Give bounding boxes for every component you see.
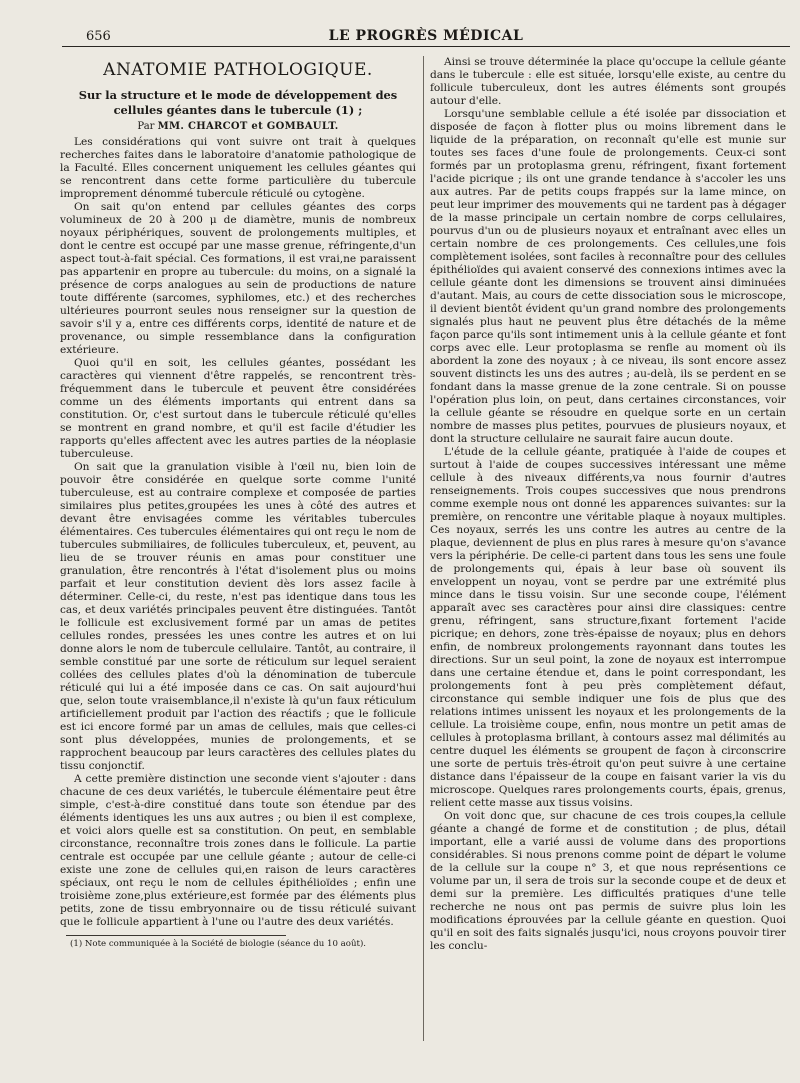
paragraph: On voit donc que, sur chacune de ces trois coupes,la cellule géante a changé de forme et de constitution ; de plus, détail important, elle a varié aussi de volume dans des proportions considérables. Si nous prenons comme point de départ le volume de la cellule sur la coupe n° 3, et que nous représentions ce volume par un, il sera de trois sur la seconde coupe et de deux et demi sur la première. Les difficultés pratiques d'une telle recherche ne nous ont pas permis de suivre plus loin les modifications éprouvées par la cellule géante en question. Quoi qu'il en soit des faits signalés jusqu'ici, nous croyons pouvoir tirer les conclu-: [430, 810, 786, 952]
paragraph: On sait qu'on entend par cellules géantes des corps volumineux de 20 à 200 μ de diamètre, munis de nombreux noyaux périphériques, souvent de prolongements multiples, et dont le centre est occupé par une masse grenue, réfringente,d'un aspect tout-à-fait spécial. Ces formations, il est vrai,ne paraissent pas appartenir en propre au tubercule: du moins, on a signalé la présence de corps analogues au sein de productions de nature toute différente (sarcomes, syphilomes, etc.) et des recherches ultérieures pourront seules nous renseigner sur la question de savoir s'il y a, entre ces différents corps, identité de nature et de provenance, ou simple ressemblance dans la configuration extérieure.: [60, 200, 416, 356]
paragraph: On sait que la granulation visible à l'œil nu, bien loin de pouvoir être considérée en quelque sorte comme l'unité tuberculeuse, est au contraire complexe et composée de parties similaires plus petites,groupées les unes à côté des autres et devant être envisagées comme les véritables tubercules élémentaires. Ces tubercules élémentaires qui ont reçu le nom de tubercules submiliaires, de follicules tuberculeux, et, peuvent, au lieu de se trouver réunis en amas pour constituer une granulation, être rencontrés à l'état d'isolement plus ou moins parfait et leur constitution devient dès lors assez facile à déterminer. Celle-ci, du reste, n'est pas identique dans tous les cas, et deux variétés principales peuvent être distinguées. Tantôt le follicule est exclusivement formé par un amas de petites cellules rondes, pressées les unes contre les autres et on lui donne alors le nom de tubercule cellulaire. Tantôt, au contraire, il semble constitué par une sorte de réticulum sur lequel seraient collées des cellules plates d'où la dénomination de tubercule réticulé qui lui a été imposée dans ce cas. On sait aujourd'hui que, selon toute vraisemblance,il n'existe là qu'un faux réticulum artificiellement produit par l'action des réactifs ; que le follicule est ici encore formé par un amas de cellules, mais que celles-ci sont plus développées, munies de prolongements, et se rapprochent beaucoup par leurs caractères des cellules plates du tissu conjonctif.: [60, 460, 416, 772]
journal-title: LE PROGRÈS MÉDICAL: [328, 28, 524, 44]
paragraph: L'étude de la cellule géante, pratiquée à l'aide de coupes et surtout à l'aide de coupes successives intéressant une même cellule à des niveaux différents,va nous fournir d'autres renseignements. Trois coupes successives que nous prendrons comme exemple nous ont donné les apparences suivantes: sur la première, on rencontre une véritable plaque à noyaux multiples. Ces noyaux, serrés les uns contre les autres au centre de la plaque, deviennent de plus en plus rares à mesure qu'on s'avance vers la périphérie. De celle-ci partent dans tous les sens une foule de prolongements qui, épais à leur base où souvent ils enveloppent un noyau, vont se perdre par une extrémité plus mince dans le tissu voisin. Sur une seconde coupe, l'élément apparaît avec ses caractères pour ainsi dire classiques: centre grenu, réfringent, sans structure,fixant fortement l'acide picrique; en dehors, zone très-épaisse de noyaux; plus en dehors enfin, de nombreux prolongements rayonnant dans toutes les directions. Sur un seul point, la zone de noyaux est interrompue dans une certaine étendue et, dans le point correspondant, les prolongements font à peu près complètement défaut, circonstance qui semble indiquer une fois de plus que des relations intimes unissent les noyaux et les prolongements de la cellule. La troisième coupe, enfin, nous montre un petit amas de cellules à protoplasma brillant, à contours assez mal délimités au centre duquel les éléments se groupent de façon à circonscrire une sorte de pertuis très-étroit qu'on peut suivre à une certaine distance dans l'épaisseur de la coupe en faisant varier la vis du microscope. Quelques rares prolongements courts, épais, grenus, relient cette masse aux tissus voisins.: [430, 446, 786, 809]
paragraph: Ainsi se trouve déterminée la place qu'occupe la cellule géante dans le tubercule : elle est située, lorsqu'elle existe, au centre du follicule tuberculeux, dont les autres éléments sont groupés autour d'elle.: [430, 56, 786, 107]
right-column: [430, 56, 786, 1066]
paragraph: A cette première distinction une seconde vient s'ajouter : dans chacune de ces deux variétés, le tubercule élémentaire peut être simple, c'est-à-dire constitué dans toute son étendue par des éléments identiques les uns aux autres ; ou bien il est complexe, et voici alors quelle est sa constitution. On peut, en semblable circonstance, reconnaître trois zones dans le follicule. La partie centrale est occupée par une cellule géante ; autour de celle-ci existe une zone de cellules qui,en raison de leurs caractères spéciaux, ont reçu le nom de cellules épithélioïdes ; enfin une troisième zone,plus extérieure,est formée par des éléments plus petits, zone de tissu embryonnaire ou de tissu réticulé suivant que le follicule appartient à l'une ou l'autre des deux variétés.: [60, 772, 416, 928]
article-title: Sur la structure et le mode de développement des cellules géantes dans le tubercule (1) ;: [78, 87, 398, 118]
paragraph: Lorsqu'une semblable cellule a été isolée par dissociation et disposée de façon à flotter plus ou moins librement dans le liquide de la préparation, on reconnaît qu'elle est munie sur toutes ses faces d'une foule de prolongements. Ceux-ci sont formés par un protoplasma grenu, réfringent, fixant fortement l'acide picrique ; ils ont une grande tendance à s'accoler les uns aux autres. Par de petits coups frappés sur la lame mince, on peut leur imprimer des mouvements qui ne tardent pas à dégager de la masse principale un certain nombre de corps cellulaires, pourvus d'un ou de plusieurs noyaux et entraînant avec elles un certain nombre de ces prolongements. Ces cellules,une fois complètement isolées, sont faciles à reconnaître pour des cellules épithélioïdes qui avaient conservé des connexions intimes avec la cellule géante dont les dimensions se trouvent ainsi diminuées d'autant. Mais, au cours de cette dissociation sous le microscope, il devient bientôt évident qu'un grand nombre des prolongements signalés plus haut ne peuvent plus être détachés de la même façon parce qu'ils sont intimement unis à la cellule géante et font corps avec elle. Leur protoplasma se renfle au moment où ils abordent la zone des noyaux ; à ce niveau, ils sont encore assez souvent distincts les uns des autres ; au-delà, ils se perdent en se fondant dans la masse grenue de la zone centrale. Si on pousse l'opération plus loin, on peut, dans certaines circonstances, voir la cellule géante se résoudre en quelque sorte en un certain nombre de masses plus petites, pourvues de plusieurs noyaux, et dont la structure cellulaire ne saurait faire aucun doute.: [430, 108, 786, 445]
column-divider: [423, 56, 424, 1041]
byline-authors: MM. CHARCOT et GOMBAULT.: [157, 120, 339, 132]
page-number: 656: [86, 29, 111, 44]
byline: [60, 121, 416, 133]
footnote-divider: [66, 935, 286, 936]
paragraph: Quoi qu'il en soit, les cellules géantes, possédant les caractères qui viennent d'être rappelés, se rencontrent très-fréquemment dans le tubercule et peuvent être considérées comme un des éléments importants qui entrent dans sa constitution. Or, c'est surtout dans le tubercule réticulé qu'elles se montrent en grand nombre, et qu'il est facile d'étudier les rapports qu'elles affectent avec les autres parties de la néoplasie tuberculeuse.: [60, 356, 416, 460]
section-heading: ANATOMIE PATHOLOGIQUE.: [103, 60, 373, 80]
left-column: [60, 56, 416, 1066]
running-header: [62, 28, 790, 47]
footnote: (1) Note communiquée à la Société de biologie (séance du 10 août).: [70, 938, 367, 949]
paragraph: Les considérations qui vont suivre ont trait à quelques recherches faites dans le laboratoire d'anatomie pathologique de la Faculté. Elles concernent uniquement les cellules géantes qui se rencontrent dans cette forme particulière du tubercule improprement dénommé tubercule réticulé ou cytogène.: [60, 135, 416, 200]
byline-prefix: Par: [137, 120, 155, 132]
